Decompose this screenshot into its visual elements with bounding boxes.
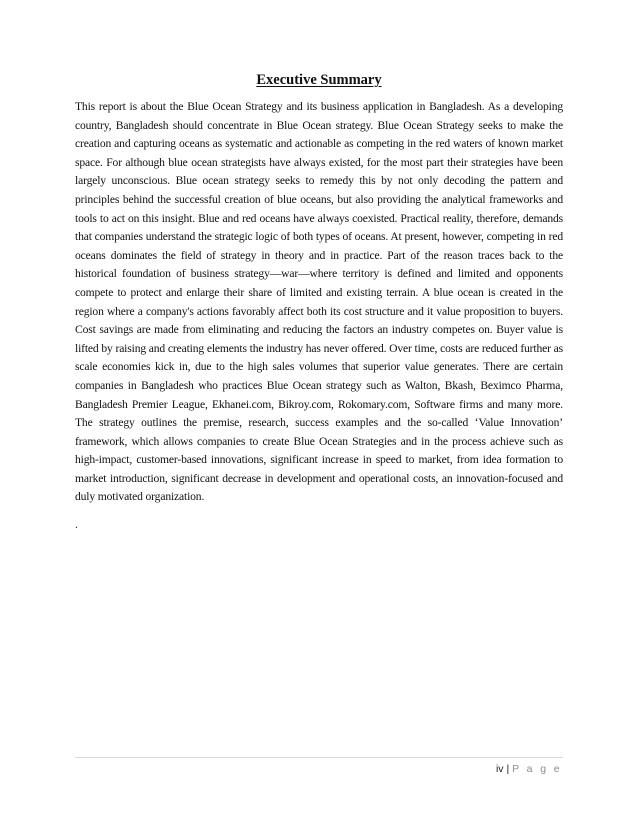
footer-separator: | bbox=[506, 763, 510, 775]
page-footer bbox=[496, 763, 562, 775]
trailing-mark: . bbox=[75, 518, 78, 531]
page-label: P a g e bbox=[512, 763, 562, 775]
footer-divider bbox=[75, 757, 563, 758]
page-title: Executive Summary bbox=[256, 72, 382, 88]
summary-paragraph: This report is about the Blue Ocean Strategy and its business application in Bangladesh. As a developing country, Bangladesh should concentrate in Blue Ocean strategy. Blue Ocean Strategy seeks to make the creation and capturing oceans as systematic and actionable as competing in the red waters of known market space. For although blue ocean strategists have always existed, for the most part their strategies have been largely unconscious. Blue ocean strategy seeks to remedy this by not only decoding the pattern and principles behind the successful creation of blue oceans, but also providing the analytical frameworks and tools to act on this insight. Blue and red oceans have always coexisted. Practical reality, therefore, demands that companies understand the strategic logic of both types of oceans. At present, however, competing in red oceans dominates the field of strategy in theory and in practice. Part of the reason traces back to the historical foundation of business strategy—war—where territory is defined and limited and opponents compete to protect and enlarge their share of limited and existing terrain. A blue ocean is created in the region where a company's actions favorably affect both its cost structure and it value proposition to buyers. Cost savings are made from eliminating and reducing the factors an industry competes on. Buyer value is lifted by raising and creating elements the industry has never offered. Over time, costs are reduced further as scale economies kick in, due to the high sales volumes that superior value generates. There are certain companies in Bangladesh who practices Blue Ocean strategy such as Walton, Bkash, Beximco Pharma, Bangladesh Premier League, Ekhanei.com, Bikroy.com, Rokomary.com, Software firms and many more. The strategy outlines the premise, research, success examples and the so-called ‘Value Innovation’ framework, which allows companies to create Blue Ocean Strategies and in the process achieve such as high-impact, customer-based innovations, significant increase in speed to market, from idea formation to market introduction, significant decrease in development and operational costs, an innovation-focused and duly motivated organization. bbox=[75, 100, 563, 504]
page-number: iv bbox=[495, 763, 504, 775]
